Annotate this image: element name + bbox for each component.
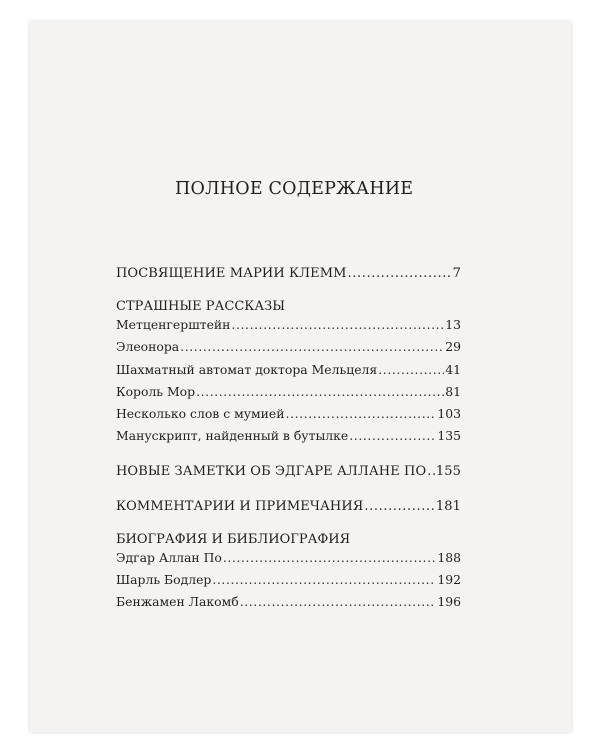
entry-page: 103 (437, 406, 461, 421)
toc-entry (116, 406, 461, 421)
leader-dots (348, 266, 452, 281)
section-heading-stories: СТРАШНЫЕ РАССКАЗЫ (116, 299, 286, 314)
toc-entry-dedication (116, 266, 461, 281)
entry-title: Эдгар Аллан По (116, 550, 222, 565)
toc-content (30, 22, 571, 732)
leader-dots (349, 428, 436, 443)
toc-entry-comments (116, 499, 461, 514)
toc-entry-notes (116, 464, 461, 479)
section-heading-bio: БИОГРАФИЯ И БИБЛИОГРАФИЯ (116, 532, 351, 547)
entry-page: 7 (452, 266, 461, 281)
entry-page: 41 (445, 362, 461, 377)
entry-title: Элеонора (116, 339, 180, 354)
entry-title: Манускрипт, найденный в бутылке (116, 428, 349, 443)
toc-entry (116, 384, 461, 399)
toc-entry (116, 362, 461, 377)
leader-dots (378, 362, 444, 377)
leader-dots (427, 464, 435, 479)
book-page (30, 22, 571, 732)
leader-dots (223, 550, 437, 565)
entry-title: Шахматный автомат доктора Мельцеля (116, 362, 378, 377)
leader-dots (212, 572, 436, 587)
toc-entry (116, 572, 461, 587)
toc-entry (116, 339, 461, 354)
entry-title: Шарль Бодлер (116, 572, 212, 587)
entry-title: НОВЫЕ ЗАМЕТКИ ОБ ЭДГАРЕ АЛЛАНЕ ПО (116, 464, 427, 479)
toc-entry (116, 550, 461, 565)
entry-page: 181 (435, 499, 461, 514)
leader-dots (180, 339, 444, 354)
entry-page: 196 (437, 594, 461, 609)
entry-title: Метценгерштейн (116, 317, 231, 332)
entry-title: ПОСВЯЩЕНИЕ МАРИИ КЛЕММ (116, 266, 347, 281)
entry-title: Несколько слов с мумией (116, 406, 285, 421)
leader-dots (364, 499, 434, 514)
leader-dots (286, 406, 437, 421)
page-title: ПОЛНОЕ СОДЕРЖАНИЕ (175, 179, 414, 199)
entry-page: 155 (435, 464, 461, 479)
entry-page: 135 (437, 428, 461, 443)
entry-title: КОММЕНТАРИИ И ПРИМЕЧАНИЯ (116, 499, 364, 514)
leader-dots (231, 317, 444, 332)
entry-page: 192 (437, 572, 461, 587)
toc-entry (116, 594, 461, 609)
entry-page: 81 (445, 384, 461, 399)
leader-dots (196, 384, 444, 399)
leader-dots (240, 594, 437, 609)
entry-page: 13 (445, 317, 461, 332)
entry-page: 29 (445, 339, 461, 354)
entry-title: Бенжамен Лакомб (116, 594, 239, 609)
entry-title: Король Мор (116, 384, 196, 399)
toc-entry (116, 317, 461, 332)
toc-entry (116, 428, 461, 443)
entry-page: 188 (437, 550, 461, 565)
